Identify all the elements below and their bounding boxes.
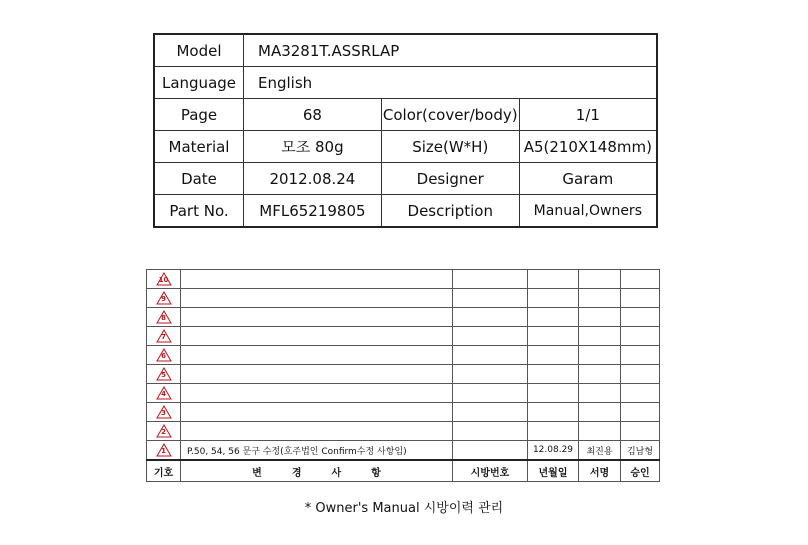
revision-date: [528, 365, 579, 384]
revision-approve: 김남형: [621, 441, 660, 461]
revision-date: [528, 384, 579, 403]
warning-triangle-icon: [156, 424, 172, 438]
revision-number: 9: [161, 295, 166, 303]
header-date: 년월일: [528, 460, 579, 482]
revision-code: [453, 403, 528, 422]
revision-sign: 최진용: [579, 441, 621, 461]
revision-sign: [579, 384, 621, 403]
revision-date: [528, 308, 579, 327]
footnote: * Owner's Manual 시방이력 관리: [304, 501, 504, 516]
revision-code: [453, 441, 528, 461]
revision-approve: [621, 422, 660, 441]
revision-description: [181, 270, 453, 289]
revision-header-row: [147, 460, 660, 482]
revision-row: [147, 365, 660, 384]
header-symbol: 기호: [147, 460, 181, 482]
designer-value: Garam: [519, 163, 657, 195]
revision-code: [453, 422, 528, 441]
revision-sign: [579, 403, 621, 422]
revision-number: 1: [161, 447, 166, 455]
partno-value: MFL65219805: [244, 195, 382, 228]
warning-triangle-icon: [156, 443, 172, 457]
revision-description: [181, 422, 453, 441]
revision-description: P.50, 54, 56 문구 수정(호주법인 Confirm수정 사항임): [181, 441, 453, 461]
warning-triangle-icon: [156, 291, 172, 305]
revision-description: [181, 384, 453, 403]
spec-row-material: [154, 131, 657, 163]
revision-description: [181, 365, 453, 384]
color-label: Color(cover/body): [381, 99, 519, 131]
revision-number: 5: [161, 371, 166, 379]
revision-code: [453, 308, 528, 327]
language-value: English: [244, 67, 658, 99]
revision-code: [453, 270, 528, 289]
revision-symbol: [147, 365, 181, 384]
revision-symbol: [147, 289, 181, 308]
revision-code: [453, 289, 528, 308]
description-label: Description: [381, 195, 519, 228]
revision-symbol: [147, 403, 181, 422]
partno-label: Part No.: [154, 195, 244, 228]
revision-symbol: [147, 384, 181, 403]
revision-date: [528, 289, 579, 308]
material-label: Material: [154, 131, 244, 163]
revision-approve: [621, 289, 660, 308]
revision-description: [181, 327, 453, 346]
warning-triangle-icon: [156, 310, 172, 324]
revision-date: [528, 346, 579, 365]
spec-row-partno: [154, 195, 657, 228]
revision-sign: [579, 270, 621, 289]
revision-date: [528, 327, 579, 346]
revision-row: [147, 289, 660, 308]
revision-row: [147, 384, 660, 403]
date-value: 2012.08.24: [244, 163, 382, 195]
revision-symbol: [147, 422, 181, 441]
revision-sign: [579, 327, 621, 346]
warning-triangle-icon: [156, 386, 172, 400]
revision-number: 10: [158, 276, 169, 284]
description-value: Manual,Owners: [519, 195, 657, 228]
revision-date: [528, 403, 579, 422]
header-changes: 변경사항: [181, 460, 453, 482]
revision-number: 3: [161, 409, 166, 417]
revision-symbol: [147, 270, 181, 289]
revision-sign: [579, 365, 621, 384]
header-sign: 서명: [579, 460, 621, 482]
warning-triangle-icon: [156, 367, 172, 381]
revision-number: 6: [161, 352, 166, 360]
revision-description: [181, 308, 453, 327]
revision-description: [181, 403, 453, 422]
revision-approve: [621, 403, 660, 422]
revision-table: [146, 269, 660, 482]
revision-symbol: [147, 441, 181, 461]
designer-label: Designer: [381, 163, 519, 195]
size-value: A5(210X148mm): [519, 131, 657, 163]
revision-approve: [621, 270, 660, 289]
page-label: Page: [154, 99, 244, 131]
revision-description: [181, 346, 453, 365]
spec-table: [153, 33, 658, 228]
color-value: 1/1: [519, 99, 657, 131]
revision-sign: [579, 289, 621, 308]
warning-triangle-icon: [156, 329, 172, 343]
page-value: 68: [244, 99, 382, 131]
spec-row-page: [154, 99, 657, 131]
revision-approve: [621, 384, 660, 403]
revision-code: [453, 327, 528, 346]
spec-row-language: [154, 67, 657, 99]
language-label: Language: [154, 67, 244, 99]
revision-row: [147, 270, 660, 289]
revision-description: [181, 289, 453, 308]
revision-symbol: [147, 346, 181, 365]
revision-number: 4: [161, 390, 166, 398]
revision-row: [147, 441, 660, 461]
spec-row-model: [154, 34, 657, 67]
spec-row-date: [154, 163, 657, 195]
revision-approve: [621, 346, 660, 365]
revision-date: 12.08.29: [528, 441, 579, 461]
date-label: Date: [154, 163, 244, 195]
warning-triangle-icon: [156, 272, 172, 286]
model-value: MA3281T.ASSRLAP: [244, 34, 658, 67]
revision-sign: [579, 346, 621, 365]
revision-symbol: [147, 327, 181, 346]
revision-code: [453, 365, 528, 384]
revision-number: 8: [161, 314, 166, 322]
model-label: Model: [154, 34, 244, 67]
revision-approve: [621, 327, 660, 346]
revision-row: [147, 327, 660, 346]
material-value: 모조 80g: [244, 131, 382, 163]
size-label: Size(W*H): [381, 131, 519, 163]
revision-date: [528, 422, 579, 441]
revision-date: [528, 270, 579, 289]
revision-approve: [621, 365, 660, 384]
revision-row: [147, 422, 660, 441]
revision-approve: [621, 308, 660, 327]
header-code: 시방번호: [453, 460, 528, 482]
header-approve: 승인: [621, 460, 660, 482]
revision-number: 7: [161, 333, 166, 341]
revision-row: [147, 403, 660, 422]
revision-number: 2: [161, 428, 166, 436]
warning-triangle-icon: [156, 348, 172, 362]
warning-triangle-icon: [156, 405, 172, 419]
revision-symbol: [147, 308, 181, 327]
revision-code: [453, 346, 528, 365]
revision-code: [453, 384, 528, 403]
revision-row: [147, 346, 660, 365]
revision-sign: [579, 422, 621, 441]
revision-sign: [579, 308, 621, 327]
revision-row: [147, 308, 660, 327]
